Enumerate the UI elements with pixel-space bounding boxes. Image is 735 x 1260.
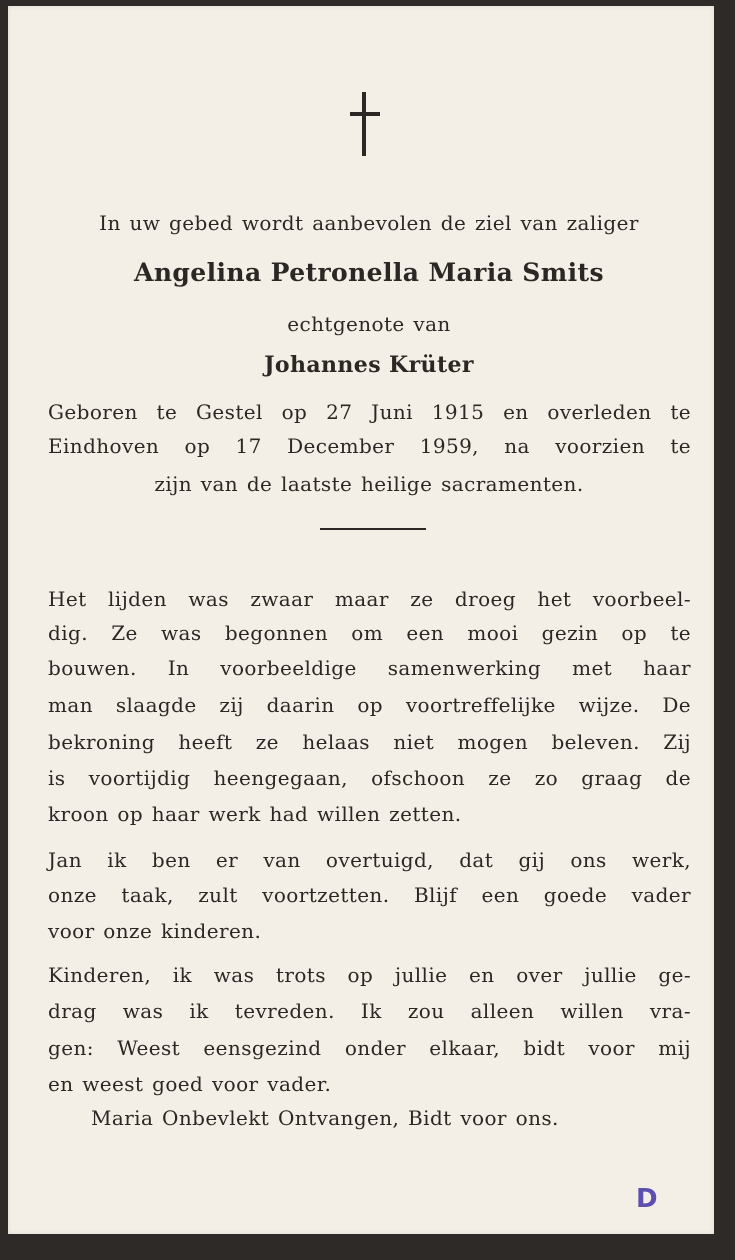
body-line: Jan ik ben er van overtuigd, dat gij ons werk, — [48, 848, 691, 872]
intro-line: In uw gebed wordt aanbevolen de ziel van zaliger — [99, 211, 639, 235]
stamp-letter: D — [636, 1184, 658, 1214]
body-line: dig. Ze was begonnen om een mooi gezin op te — [48, 621, 691, 645]
relation-line: echtgenote van — [287, 312, 451, 336]
body-line: kroon op haar werk had willen zetten. — [48, 802, 462, 826]
life-line: Geboren te Gestel op 27 Juni 1915 en overleden te — [48, 400, 691, 424]
body-line: Kinderen, ik was trots op jullie en over jullie ge- — [48, 963, 691, 987]
body-line: man slaagde zij daarin op voortreffelijke wijze. De — [48, 693, 691, 717]
deceased-name: Angelina Petronella Maria Smits — [134, 258, 604, 287]
prayer-line: Maria Onbevlekt Ontvangen, Bidt voor ons. — [91, 1106, 559, 1130]
body-line: gen: Weest eensgezind onder elkaar, bidt voor mij — [48, 1036, 691, 1060]
life-line: Eindhoven op 17 December 1959, na voorzien te — [48, 434, 691, 458]
body-line: bekroning heeft ze helaas niet mogen beleven. Zij — [48, 730, 691, 754]
memorial-card — [8, 6, 714, 1234]
cross-icon — [350, 92, 380, 156]
body-line: Het lijden was zwaar maar ze droeg het voorbeel- — [48, 587, 691, 611]
body-line: bouwen. In voorbeeldige samenwerking met haar — [48, 656, 691, 680]
body-line: drag was ik tevreden. Ik zou alleen willen vra- — [48, 999, 691, 1023]
life-line: zijn van de laatste heilige sacramenten. — [154, 472, 584, 496]
body-line: onze taak, zult voortzetten. Blijf een goede vader — [48, 883, 691, 907]
body-line: voor onze kinderen. — [48, 919, 262, 943]
body-line: is voortijdig heengegaan, ofschoon ze zo graag de — [48, 766, 691, 790]
spouse-name: Johannes Krüter — [264, 352, 474, 378]
separator-line — [320, 528, 426, 530]
body-line: en weest goed voor vader. — [48, 1072, 332, 1096]
